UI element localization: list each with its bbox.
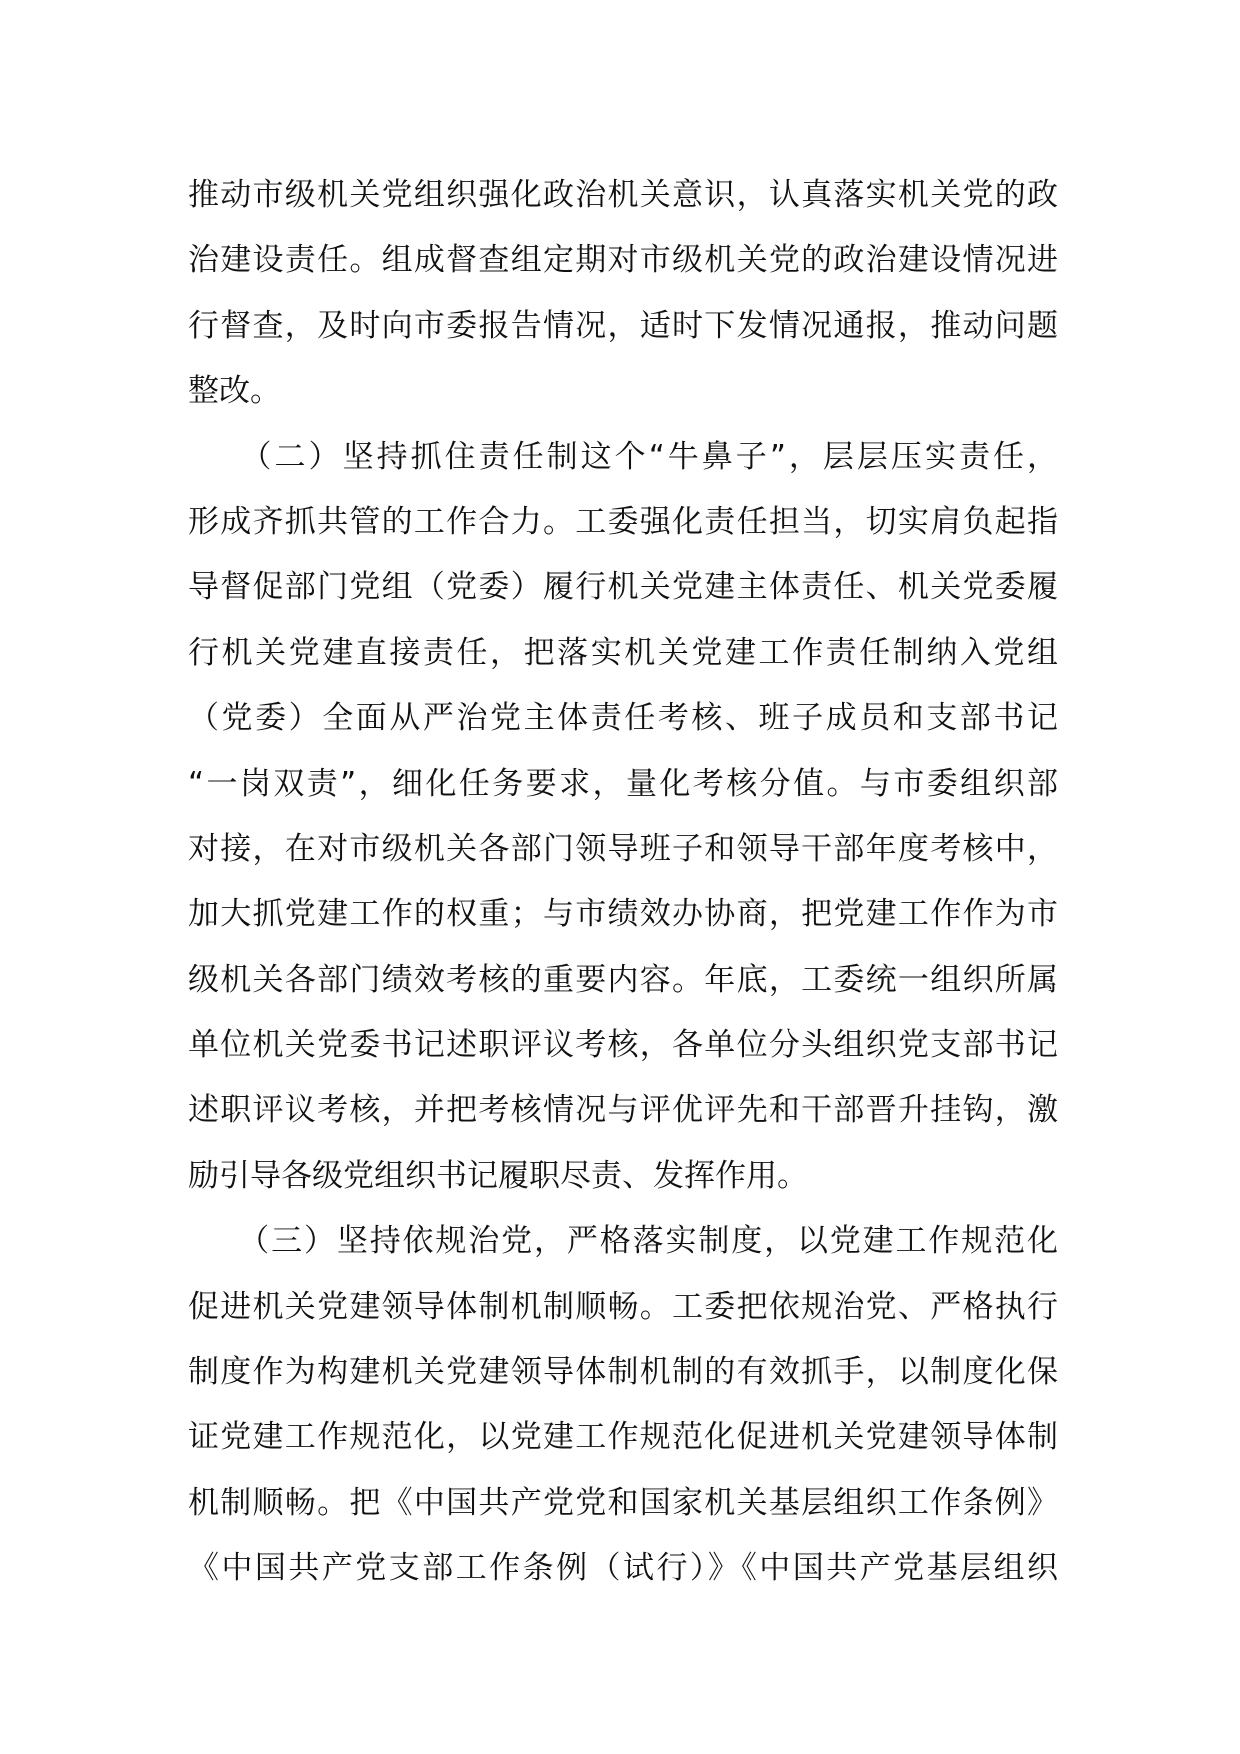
text-line: 形成齐抓共管的工作合力。工委强化责任担当，切实肩负起指 <box>188 503 1058 540</box>
text-line: 级机关各部门绩效考核的重要内容。年底，工委统一组织所属 <box>188 961 1058 998</box>
text-line: （三）坚持依规治党，严格落实制度，以党建工作规范化 <box>188 1223 1058 1260</box>
text-line: 制度作为构建机关党建领导体制机制的有效抓手，以制度化保 <box>188 1354 1058 1391</box>
text-line: 励引导各级党组织书记履职尽责、发挥作用。 <box>188 1157 808 1194</box>
text-line: 行督查，及时向市委报告情况，适时下发情况通报，推动问题 <box>188 307 1058 344</box>
text-line: 导督促部门党组（党委）履行机关党建主体责任、机关党委履 <box>188 569 1058 606</box>
text-line: 单位机关党委书记述职评议考核，各单位分头组织党支部书记 <box>188 1027 1058 1064</box>
text-line: 《中国共产党支部工作条例（试行）》《中国共产党基层组织 <box>188 1550 1058 1587</box>
text-line: 推动市级机关党组织强化政治机关意识，认真落实机关党的政 <box>188 177 1058 213</box>
text-line: 加大抓党建工作的权重；与市绩效办协商，把党建工作作为市 <box>188 896 1058 933</box>
body-text <box>188 163 1058 1602</box>
text-line: 述职评议考核，并把考核情况与评优评先和干部晋升挂钩，激 <box>188 1092 1058 1129</box>
text-line: （党委）全面从严治党主体责任考核、班子成员和支部书记 <box>188 700 1058 737</box>
text-line: 整改。 <box>188 373 281 410</box>
text-line: （二）坚持抓住责任制这个“牛鼻子”，层层压实责任， <box>188 438 1058 475</box>
text-line: “一岗双责”，细化任务要求，量化考核分值。与市委组织部 <box>188 765 1058 802</box>
text-line: 治建设责任。组成督查组定期对市级机关党的政治建设情况进 <box>188 242 1058 279</box>
text-line: 促进机关党建领导体制机制顺畅。工委把依规治党、严格执行 <box>188 1288 1058 1325</box>
text-line: 行机关党建直接责任，把落实机关党建工作责任制纳入党组 <box>188 634 1058 671</box>
text-line: 机制顺畅。把《中国共产党党和国家机关基层组织工作条例》 <box>188 1484 1058 1521</box>
text-line: 证党建工作规范化，以党建工作规范化促进机关党建领导体制 <box>188 1419 1058 1456</box>
text-line: 对接，在对市级机关各部门领导班子和领导干部年度考核中， <box>188 830 1058 867</box>
